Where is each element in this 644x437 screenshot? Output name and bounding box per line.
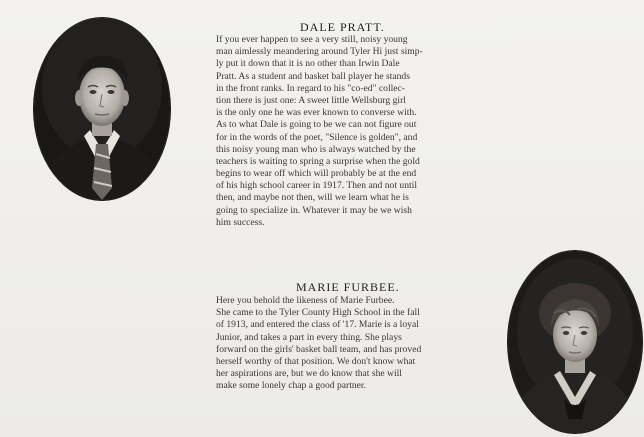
bio-line: for in the words of the poet, "Silence is golden", and [216, 131, 418, 143]
bio-line: is the only one he was ever known to converse with. [216, 107, 417, 119]
bio-line: her aspirations are, but we do know that she will [216, 368, 402, 380]
bio-line: teachers is waiting to spring a surprise when the gold [216, 155, 420, 167]
dale-pratt-name: DALE PRATT. [300, 20, 385, 34]
bio-line: forward on the girls' basket ball team, and has proved [216, 343, 422, 355]
bio-line: begins to wear off which will probably be at the end [216, 168, 417, 180]
marie-furbee-name: MARIE FURBEE. [296, 280, 400, 294]
bio-line: Junior, and takes a part in every thing. She plays [216, 331, 402, 343]
bio-line: going to specialize in. Whatever it may be we wish [216, 204, 412, 216]
bio-line: of 1913, and entered the class of '17. Marie is a loyal [216, 319, 419, 331]
bio-line: She came to the Tyler County High School in the fall [216, 307, 420, 319]
bio-line: Here you behold the likeness of Marie Furbee. [216, 295, 395, 306]
bio-line: herself worthy of that position. We don't know what [216, 355, 416, 367]
bio-line: this noisy young man who is always watched by the [216, 143, 416, 155]
bio-line: man aimlessly meandering around Tyler Hi just simp- [216, 46, 423, 58]
dale-pratt-portrait [34, 18, 170, 200]
marie-furbee-bio [216, 295, 474, 393]
young-man-photo [34, 18, 170, 200]
bio-line: Pratt. As a student and basket ball player he stands [216, 70, 410, 82]
bio-line: If you ever happen to see a very still, noisy young [216, 34, 408, 45]
bio-line: tion there is just one: A sweet little Wellsburg girl [216, 94, 406, 106]
bio-line: ly put it down that it is no other than Irwin Dale [216, 58, 400, 70]
bio-line: of his high school career in 1917. Then and not until [216, 180, 417, 192]
bio-line: then, and maybe not then, will we learn what he is [216, 192, 409, 204]
young-woman-photo [508, 251, 642, 433]
bio-line: him success. [216, 216, 265, 228]
bio-line: make some lonely chap a good partner. [216, 380, 366, 392]
marie-furbee-portrait [508, 251, 642, 433]
dale-pratt-bio [216, 34, 476, 229]
bio-line: As to what Dale is going to be we can not figure out [216, 119, 417, 131]
bio-line: in the front ranks. In regard to his "co-ed" collec- [216, 82, 405, 94]
